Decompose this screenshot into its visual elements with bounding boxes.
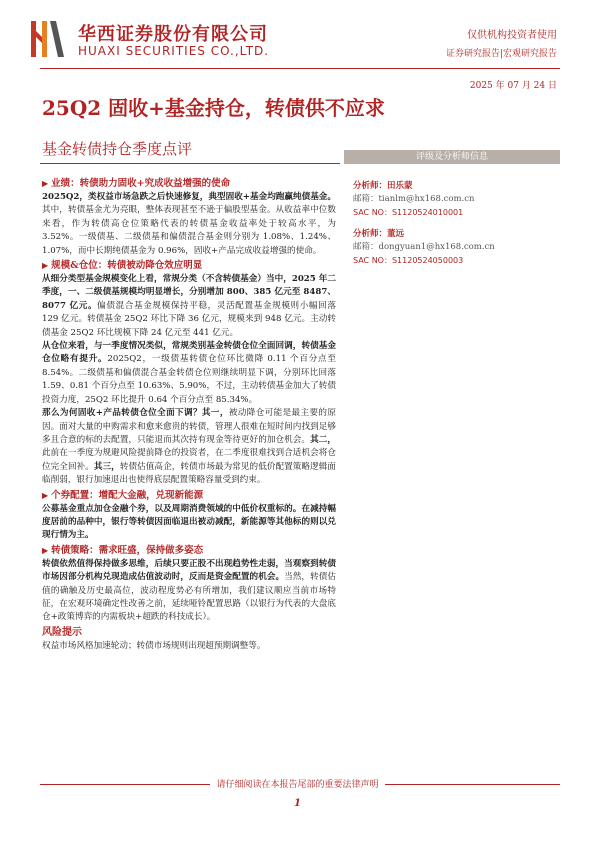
paragraph: 从细分类型基金规模变化上看，常规分类（不含转债基金）当中，2025 年二季度，一、二级债基规模均明显增长，分别增加 800、385 亿元至 8487、8077 亿元。偏债混合基金规模保持平稳，灵活配置基金规模则小幅回落 129 亿元。转债基金 25Q2 环比下降 36 亿元，规模来到 948 亿元。主动转债基金 25Q2 环比规模下降 24 亿元至 441 亿元。 — [42, 274, 336, 338]
report-date: 2025 年 07 月 24 日 — [469, 81, 557, 91]
analyst-name: 分析师：董远 — [353, 229, 405, 239]
triangle-bullet-icon: ▶ — [42, 489, 49, 500]
analyst-name: 分析师：田乐蒙 — [353, 181, 413, 191]
subtitle-divider — [40, 163, 340, 164]
analyst-email[interactable]: 邮箱：dongyuan1@hx168.com.cn — [353, 242, 495, 252]
report-subtitle: 基金转债持仓季度点评 — [42, 140, 193, 158]
section-heading: ▶ 转债策略：需求旺盛，保持做多姿态 — [42, 544, 204, 556]
risk-heading: 风险提示 — [42, 626, 82, 638]
triangle-bullet-icon: ▶ — [42, 178, 49, 188]
paragraph: 公募基金重点加仓金融个券，以及周期消费领域的中低价权重标的。在减持幅度居前的品种中，银行等转债因面临退出被动减配，新能源等其他标的则以兑现行情为主。 — [42, 503, 336, 541]
company-name-cn: 华西证券股份有限公司 — [78, 24, 268, 45]
sidebar-header: 评级及分析师信息 — [344, 150, 560, 164]
company-logo — [30, 21, 66, 57]
triangle-bullet-icon: ▶ — [42, 260, 49, 271]
report-title: 25Q2 固收+基金持仓，转债供不应求 — [42, 96, 385, 120]
company-name-en: HUAXI SECURITIES CO.,LTD. — [78, 44, 270, 58]
paragraph: 2025Q2，类权益市场急跌之后快速修复，典型固收+基金均跑赢纯债基金。其中，转债基金尤为亮眼，整体表现甚至不逊于偏股型基金。从收益率中位数来看，作为转债高仓位策略代表的转债基金收益率处于较高水平，为 3.52%。一级债基、二级债基和偏债混合基金则分别为 1.08%、1.24%、1.07%，而中长期纯债基金为 0.96%，固收+产品完成收益增强的使命。 — [42, 192, 336, 256]
footer-disclaimer: 请仔细阅读在本报告尾部的重要法律声明 — [0, 777, 595, 790]
section-heading: ▶ 规模&仓位：转债被动降仓效应明显 — [42, 260, 203, 272]
analyst-sac-number: SAC NO：S1120524010001 — [353, 208, 464, 217]
page-number: 1 — [294, 798, 301, 809]
analyst-sac-number: SAC NO：S1120524050003 — [353, 256, 464, 265]
header-divider — [40, 68, 560, 69]
paragraph: 那么为何固收+产品转债仓位全面下调？其一，被动降仓可能是最主要的原因。面对大量的申购需求和愈来愈贵的转债，管理人很难在短时间内找到足够多且合意的标的去配置，只能退而其次持有现金等待更好的加仓机会。其二，此前在一季度为规避风险提前降仓的投资者，在二季度很难找到合适机会将仓位完全回补。其三，转债估值高企，转债市场最为常见的低价配置策略逻辑面临削弱，银行加速退出也使得底层配置策略容量受到约束。 — [42, 408, 336, 486]
report-type-label: 证券研究报告|宏观研究报告 — [445, 49, 557, 59]
analyst-email[interactable]: 邮箱：tianlm@hx168.com.cn — [353, 194, 475, 204]
section-heading: ▶ 个券配置：增配大金融，兑现新能源 — [42, 489, 204, 501]
triangle-bullet-icon: ▶ — [42, 544, 49, 555]
analyst-card — [353, 180, 563, 219]
summary-column — [42, 176, 336, 653]
paragraph: 从仓位来看，与一季度情况类似，常规类别基金转债仓位全面回调，转债基金仓位略有提升。2025Q2，一级债基转债仓位环比微降 0.11 个百分点至 8.54%。二级债基和偏债混合基金转债仓位则继续明显下调，分别环比回落 1.59、0.81 个百分点至 10.63%、5.90%，不过，主动转债基金加大了转债投资力度，25Q2 环比提升 0.64 个百分点至 85.34%。 — [42, 341, 336, 405]
audience-label: 仅供机构投资者使用 — [467, 30, 557, 41]
paragraph: 转债依然值得保持做多思维，后续只要正股不出现趋势性走弱，当观察到转债市场因部分机构兑现造成估值波动时，反而是资金配置的机会。当然，转债估值的确触及历史最高位，波动程度势必有所增加，我们建议顺应当前市场特征，在宏观环境确定性改善之前，延续哑铃配置思路（以银行为代表的大盘底仓+政策博弈的内需板块+超跌的科技成长）。 — [42, 558, 336, 623]
analyst-card — [353, 228, 563, 267]
section-heading: ▶ 业绩：转债助力固收+究成收益增强的使命 — [42, 178, 231, 189]
risk-paragraph: 权益市场风格加速轮动；转债市场规则出现超预期调整等。 — [42, 640, 266, 651]
